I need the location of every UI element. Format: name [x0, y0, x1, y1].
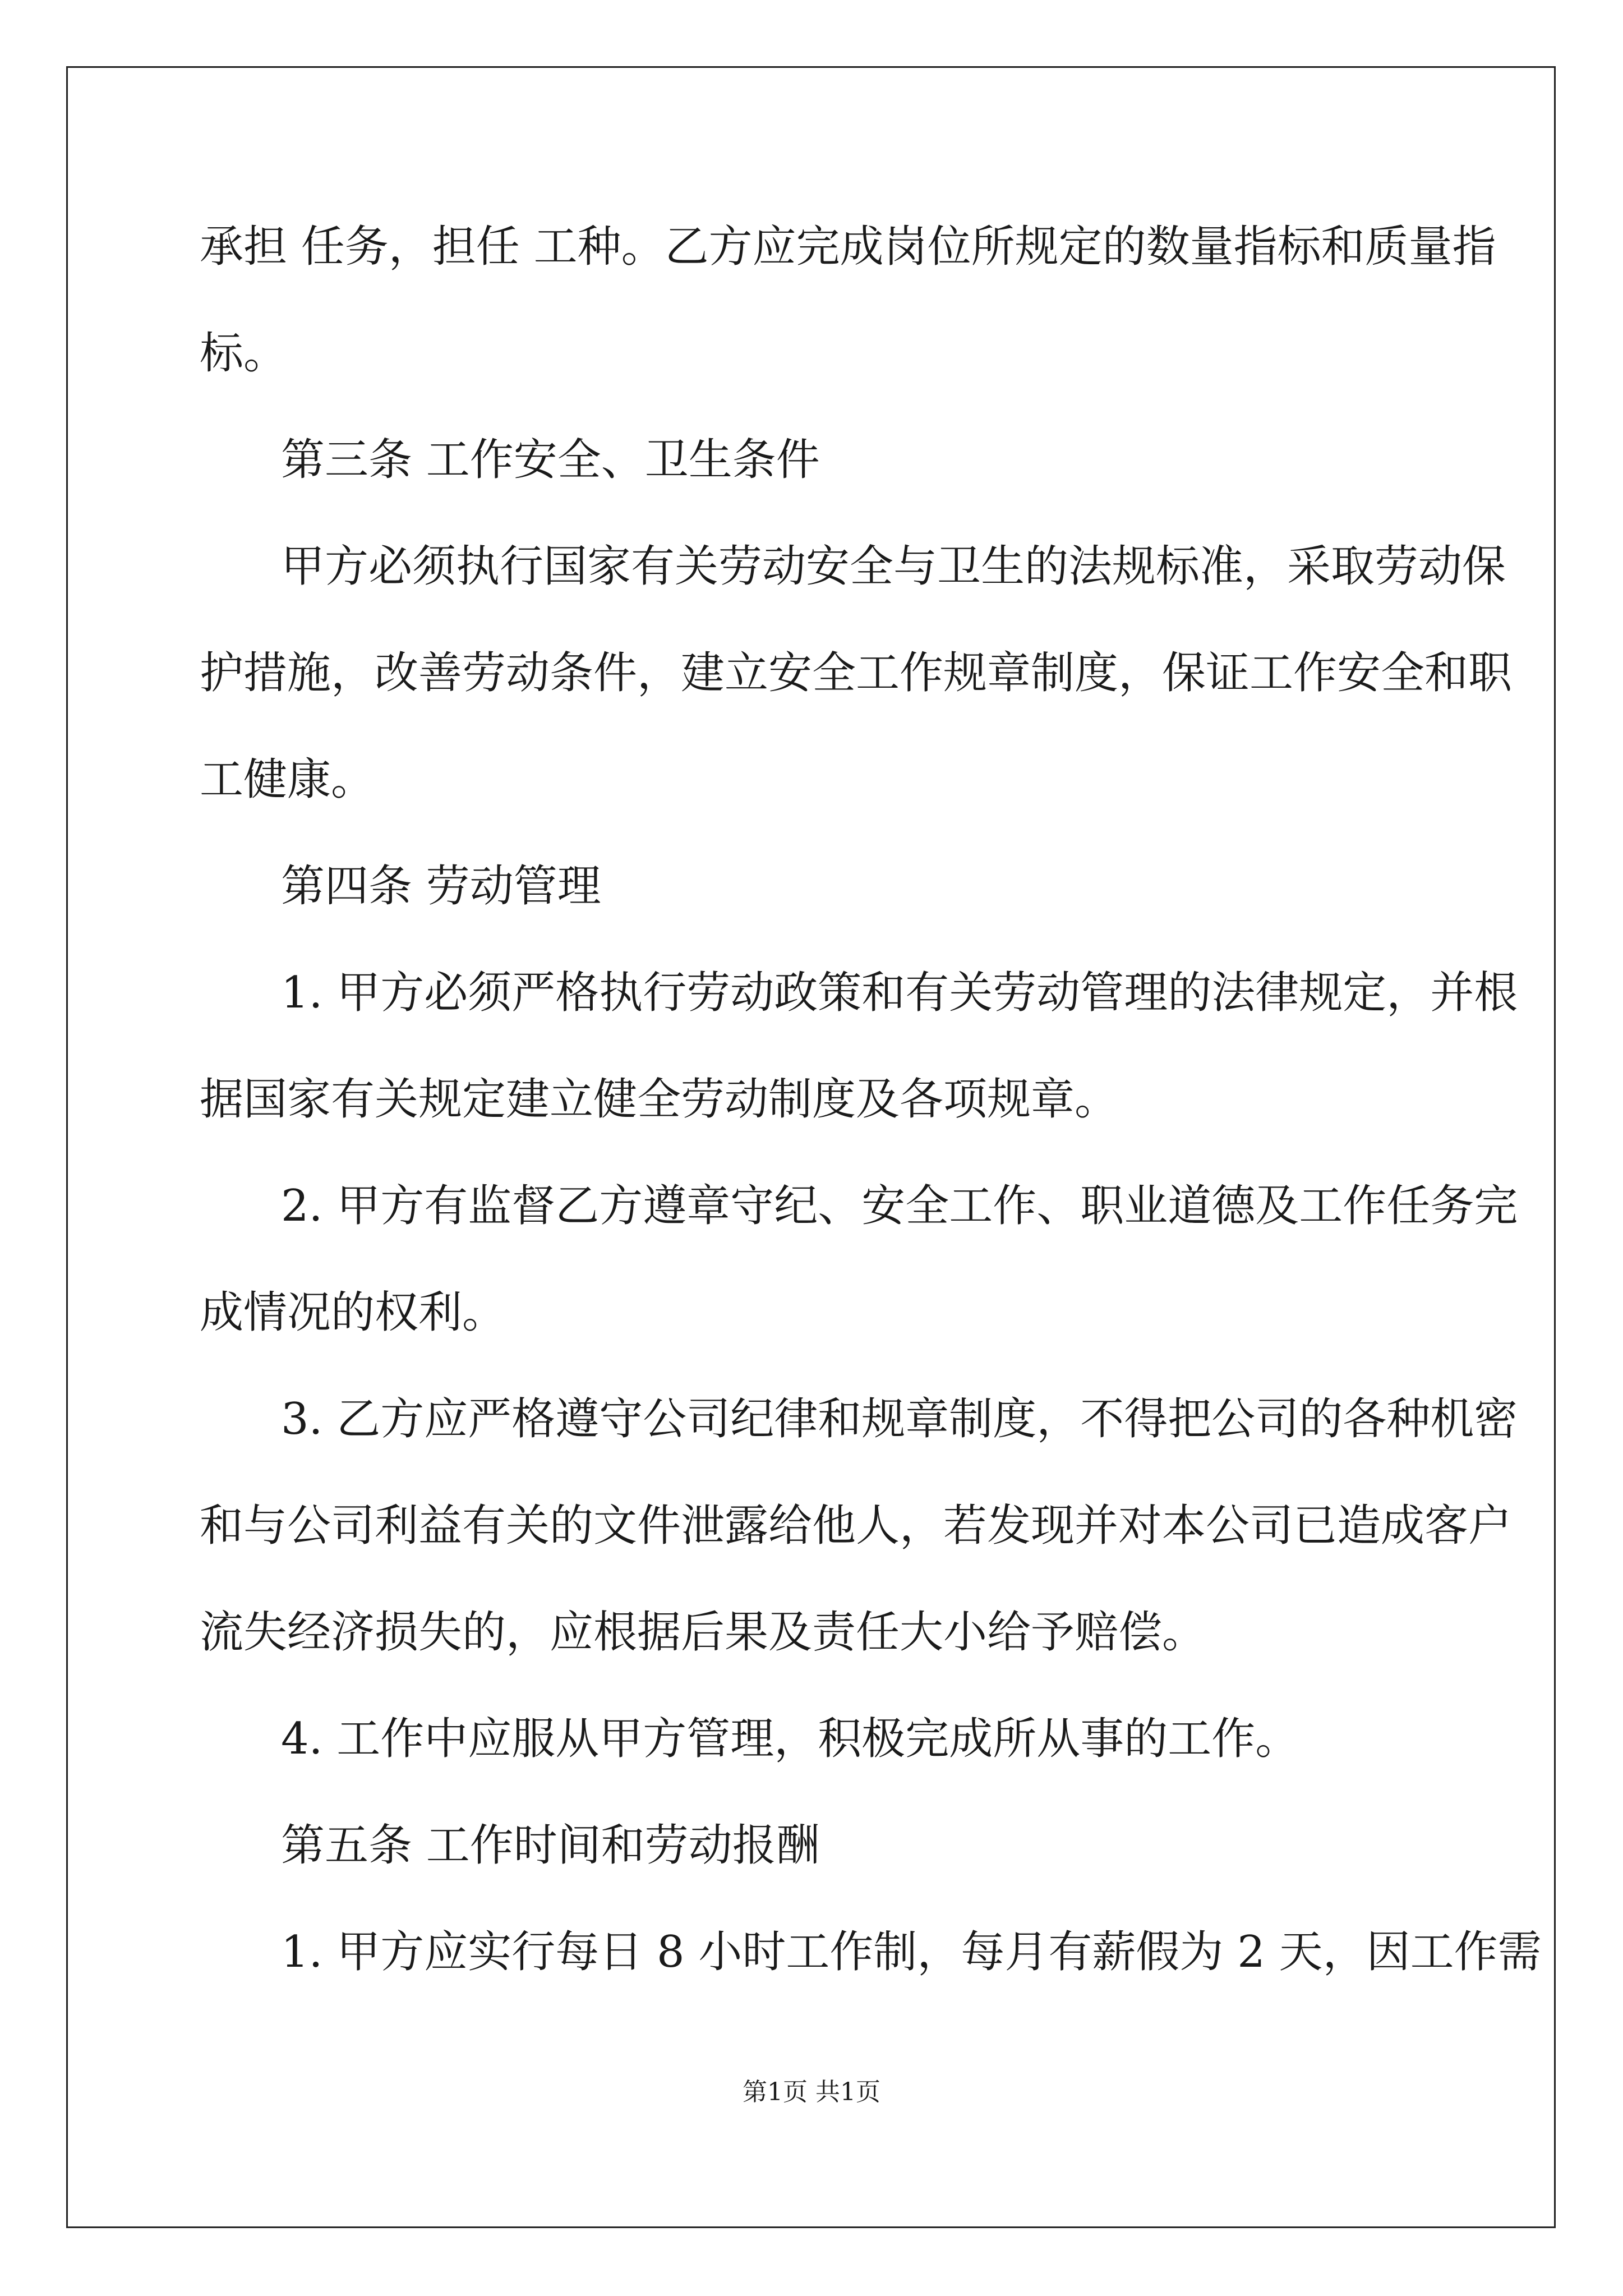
section-heading: 第三条 工作安全、卫生条件: [281, 435, 820, 485]
text-line: 流失经济损失的，应根据后果及责任大小给予赔偿。: [200, 1607, 1206, 1658]
text-line: 工健康。: [200, 754, 375, 805]
text-line: 1. 甲方应实行每日 8 小时工作制，每月有薪假为 2 天，因工作需: [281, 1927, 1542, 1977]
text-line: 4. 工作中应服从甲方管理，积极完成所从事的工作。: [281, 1714, 1299, 1764]
text-line: 2. 甲方有监督乙方遵章守纪、安全工作、职业道德及工作任务完: [281, 1181, 1518, 1231]
text-line: 成情况的权利。: [200, 1287, 506, 1338]
page-footer: 第1页 共1页: [743, 2078, 880, 2106]
page-border: [66, 66, 1556, 2228]
text-line: 1. 甲方必须严格执行劳动政策和有关劳动管理的法律规定，并根: [281, 968, 1518, 1018]
text-line: 护措施，改善劳动条件，建立安全工作规章制度，保证工作安全和职: [200, 648, 1513, 698]
text-line: 和与公司利益有关的文件泄露给他人，若发现并对本公司已造成客户: [200, 1501, 1513, 1551]
section-heading: 第五条 工作时间和劳动报酬: [281, 1820, 820, 1871]
text-line: 标。: [200, 328, 288, 379]
text-line: 据国家有关规定建立健全劳动制度及各项规章。: [200, 1074, 1119, 1125]
section-heading: 第四条 劳动管理: [281, 861, 601, 912]
text-line: 甲方必须执行国家有关劳动安全与卫生的法规标准，采取劳动保: [281, 541, 1506, 592]
text-line: 承担 任务，担任 工种。乙方应完成岗位所规定的数量指标和质量指: [200, 222, 1496, 272]
text-line: 3. 乙方应严格遵守公司纪律和规章制度，不得把公司的各种机密: [281, 1394, 1518, 1444]
